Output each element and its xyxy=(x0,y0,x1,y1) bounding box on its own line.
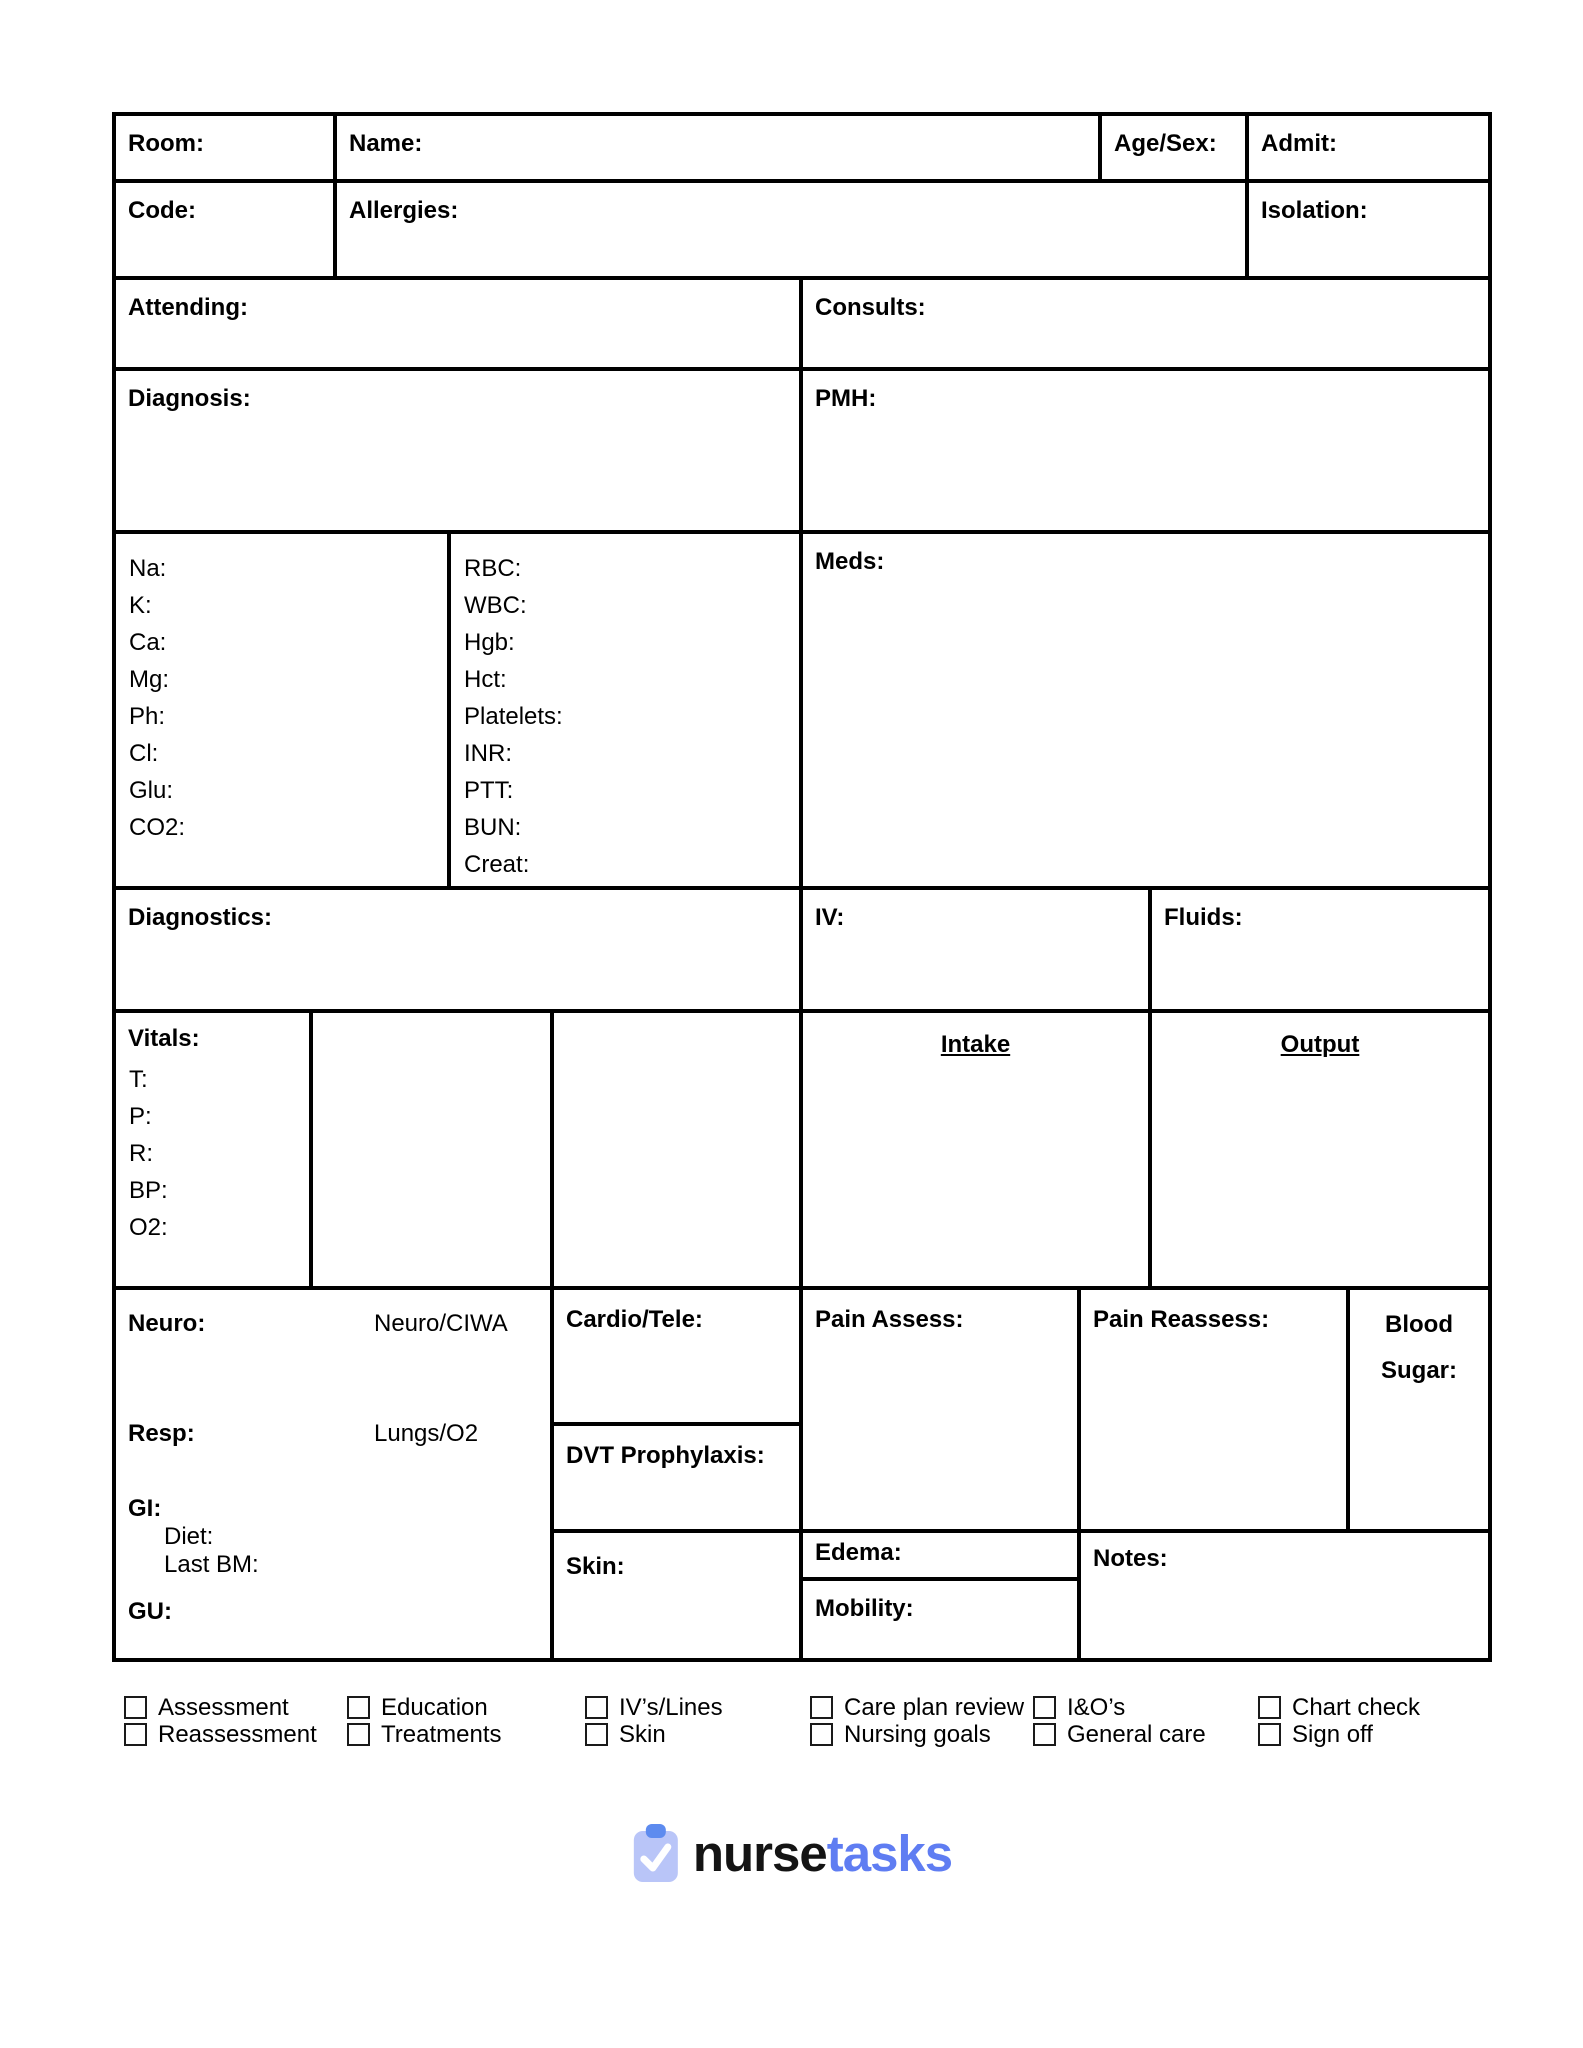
brand-first-word: nurse xyxy=(692,1825,827,1882)
cardio-tele-field[interactable] xyxy=(552,1288,801,1424)
allergies-field[interactable] xyxy=(335,181,1247,278)
intake-label: Intake xyxy=(940,1031,1011,1058)
brand-wordmark xyxy=(693,1824,952,1884)
edema-label: Edema: xyxy=(815,1539,902,1566)
vital-r-label: R: xyxy=(129,1140,153,1167)
lab-rbc-label: RBC: xyxy=(464,555,522,582)
lab-bun-label: BUN: xyxy=(464,814,522,841)
checklist-item xyxy=(585,1694,723,1721)
meds-label: Meds: xyxy=(815,548,885,575)
attending-label: Attending: xyxy=(128,294,248,321)
general-care-checkbox-label: General care xyxy=(1067,1720,1206,1748)
chart-check-checkbox-label: Chart check xyxy=(1292,1693,1421,1721)
i-and-os-checkbox[interactable] xyxy=(1033,1696,1056,1719)
name-field[interactable] xyxy=(335,114,1100,181)
vitals-label: Vitals: xyxy=(128,1025,200,1052)
checklist-item xyxy=(347,1694,501,1721)
vitals-column-2[interactable] xyxy=(311,1011,552,1288)
lab-mg-label: Mg: xyxy=(129,666,170,693)
last-bm-label: Last BM: xyxy=(164,1551,259,1578)
lab-glu-label: Glu: xyxy=(129,777,174,804)
treatments-checkbox[interactable] xyxy=(347,1723,370,1746)
lab-na-label: Na: xyxy=(129,555,167,582)
assessment-checkbox[interactable] xyxy=(124,1696,147,1719)
admit-label: Admit: xyxy=(1261,130,1337,157)
allergies-label: Allergies: xyxy=(349,197,459,224)
labs-chemistry-field[interactable] xyxy=(114,532,449,888)
attending-field[interactable] xyxy=(114,278,801,369)
lab-cl-label: Cl: xyxy=(129,740,159,767)
checklist-item xyxy=(124,1694,317,1721)
resp-label: Resp: xyxy=(128,1420,195,1447)
clipboard-check-icon xyxy=(632,1824,680,1884)
ivs-lines-checkbox[interactable] xyxy=(585,1696,608,1719)
lab-creat-label: Creat: xyxy=(464,851,530,878)
output-field[interactable] xyxy=(1150,1011,1490,1288)
sign-off-checkbox[interactable] xyxy=(1258,1723,1281,1746)
chart-check-checkbox[interactable] xyxy=(1258,1696,1281,1719)
intake-field[interactable] xyxy=(801,1011,1150,1288)
mobility-field[interactable] xyxy=(801,1579,1079,1660)
skin-checkbox[interactable] xyxy=(585,1723,608,1746)
checklist-item xyxy=(810,1694,1024,1721)
lab-platelets-label: Platelets: xyxy=(464,703,563,730)
education-checkbox-label: Education xyxy=(381,1693,488,1721)
checklist-column-6 xyxy=(1258,1694,1420,1748)
room-label: Room: xyxy=(128,130,204,157)
systems-assessment-field[interactable] xyxy=(114,1288,552,1660)
skin-field[interactable] xyxy=(552,1531,801,1660)
checklist-item xyxy=(1258,1721,1420,1748)
pain-assess-field[interactable] xyxy=(801,1288,1079,1531)
diagnostics-label: Diagnostics: xyxy=(128,904,273,931)
skin-checkbox-label: Skin xyxy=(619,1720,666,1748)
name-label: Name: xyxy=(349,130,423,157)
blood-sugar-field[interactable] xyxy=(1348,1288,1490,1531)
reassessment-checkbox[interactable] xyxy=(124,1723,147,1746)
ivs-lines-checkbox-label: IV’s/Lines xyxy=(619,1693,723,1721)
pain-reassess-label: Pain Reassess: xyxy=(1093,1306,1270,1333)
meds-field[interactable] xyxy=(801,532,1490,888)
lab-wbc-label: WBC: xyxy=(464,592,527,619)
consults-label: Consults: xyxy=(815,294,926,321)
vitals-field[interactable] xyxy=(114,1011,311,1288)
isolation-field[interactable] xyxy=(1247,181,1490,278)
skin-label: Skin: xyxy=(566,1553,625,1580)
lungs-o2-note: Lungs/O2 xyxy=(374,1420,479,1447)
output-label: Output xyxy=(1280,1031,1360,1058)
checklist-column-2 xyxy=(347,1694,501,1748)
dvt-prophylaxis-label: DVT Prophylaxis: xyxy=(566,1442,765,1469)
fluids-field[interactable] xyxy=(1150,888,1490,1011)
checklist-column-3 xyxy=(585,1694,723,1748)
labs-hematology-field[interactable] xyxy=(449,532,801,888)
sign-off-checkbox-label: Sign off xyxy=(1292,1720,1373,1748)
vital-o2-label: O2: xyxy=(129,1214,168,1241)
cardio-tele-label: Cardio/Tele: xyxy=(566,1306,703,1333)
vitals-column-3[interactable] xyxy=(552,1011,801,1288)
reassessment-checkbox-label: Reassessment xyxy=(158,1720,317,1748)
neuro-ciwa-note: Neuro/CIWA xyxy=(374,1310,508,1337)
checklist-column-1 xyxy=(124,1694,317,1748)
checklist-item xyxy=(1258,1694,1420,1721)
checklist-item xyxy=(347,1721,501,1748)
nursing-goals-checkbox-label: Nursing goals xyxy=(844,1720,991,1748)
lab-ca-label: Ca: xyxy=(129,629,167,656)
diet-label: Diet: xyxy=(164,1523,214,1550)
brand-second-word: tasks xyxy=(826,1825,953,1882)
diagnostics-field[interactable] xyxy=(114,888,801,1011)
lab-co2-label: CO2: xyxy=(129,814,186,841)
checklist-item xyxy=(124,1721,317,1748)
vital-p-label: P: xyxy=(129,1103,152,1130)
pain-reassess-field[interactable] xyxy=(1079,1288,1348,1531)
code-field[interactable] xyxy=(114,181,335,278)
lab-ptt-label: PTT: xyxy=(464,777,514,804)
checklist-item xyxy=(585,1721,723,1748)
education-checkbox[interactable] xyxy=(347,1696,370,1719)
iv-field[interactable] xyxy=(801,888,1150,1011)
code-label: Code: xyxy=(128,197,196,224)
vital-bp-label: BP: xyxy=(129,1177,168,1204)
gi-label: GI: xyxy=(128,1495,162,1522)
neuro-label: Neuro: xyxy=(128,1310,206,1337)
consults-field[interactable] xyxy=(801,278,1490,369)
care-plan-review-checkbox[interactable] xyxy=(810,1696,833,1719)
diagnosis-field[interactable] xyxy=(114,369,801,532)
checklist-column-5 xyxy=(1033,1694,1206,1748)
nursetasks-logo xyxy=(632,1824,952,1884)
assessment-checkbox-label: Assessment xyxy=(158,1693,289,1721)
gu-label: GU: xyxy=(128,1598,172,1625)
age-sex-field[interactable] xyxy=(1100,114,1247,181)
isolation-label: Isolation: xyxy=(1261,197,1368,224)
blood-sugar-label: Blood Sugar: xyxy=(1380,1311,1457,1384)
diagnosis-label: Diagnosis: xyxy=(128,385,251,412)
fluids-label: Fluids: xyxy=(1164,904,1243,931)
iv-label: IV: xyxy=(815,904,845,931)
mobility-label: Mobility: xyxy=(815,1595,914,1622)
lab-inr-label: INR: xyxy=(464,740,512,767)
i-and-os-checkbox-label: I&O’s xyxy=(1067,1693,1126,1721)
notes-label: Notes: xyxy=(1093,1545,1168,1572)
checklist-item xyxy=(1033,1721,1206,1748)
edema-field[interactable] xyxy=(801,1531,1079,1579)
age-sex-label: Age/Sex: xyxy=(1114,130,1217,157)
pmh-field[interactable] xyxy=(801,369,1490,532)
lab-hgb-label: Hgb: xyxy=(464,629,515,656)
notes-field[interactable] xyxy=(1079,1531,1490,1660)
lab-hct-label: Hct: xyxy=(464,666,507,693)
patient-report-grid xyxy=(112,112,1492,1662)
lab-ph-label: Ph: xyxy=(129,703,166,730)
checklist-item xyxy=(1033,1694,1206,1721)
lab-k-label: K: xyxy=(129,592,152,619)
checklist-column-4 xyxy=(810,1694,1024,1748)
treatments-checkbox-label: Treatments xyxy=(381,1720,502,1748)
admit-field[interactable] xyxy=(1247,114,1490,181)
general-care-checkbox[interactable] xyxy=(1033,1723,1056,1746)
nursing-goals-checkbox[interactable] xyxy=(810,1723,833,1746)
pmh-label: PMH: xyxy=(815,385,877,412)
room-field[interactable] xyxy=(114,114,335,181)
care-plan-review-checkbox-label: Care plan review xyxy=(844,1693,1025,1721)
pain-assess-label: Pain Assess: xyxy=(815,1306,964,1333)
dvt-prophylaxis-field[interactable] xyxy=(552,1424,801,1531)
checklist-item xyxy=(810,1721,1024,1748)
vital-t-label: T: xyxy=(129,1066,148,1093)
